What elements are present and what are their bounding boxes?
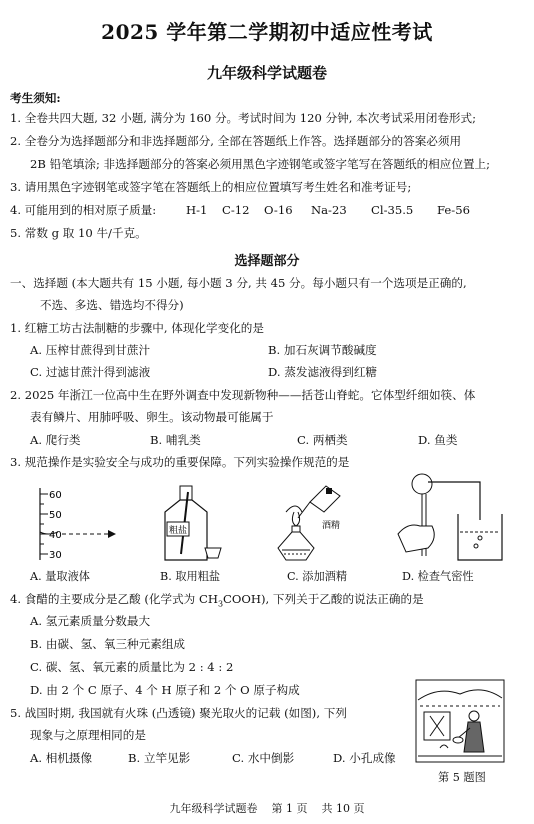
q2-stem: 2. 2025 年浙江一位高中生在野外调查中发现新物种——括苍山脊蛇。它体型纤细如筷、体 [10, 388, 476, 402]
q3-stem: 3. 规范操作是实验安全与成功的重要保障。下列实验操作规范的是 [10, 455, 350, 469]
notice-item-2: 2. 全卷分为选择题部分和非选择题部分, 全部在答题纸上作答。选择题部分的答案必须用 [10, 134, 462, 148]
q5-figure-fire-lens-scene [414, 678, 506, 764]
q3-caption-a: A. 量取液体 [30, 570, 90, 583]
page-footer: 九年级科学试题卷 第 1 页 共 10 页 [169, 802, 365, 815]
cylinder-tick-50: 50 [49, 510, 62, 521]
q5-stem-cont: 现象与之原理相同的是 [30, 728, 146, 742]
q4-stem-subscript: 3 [217, 599, 224, 609]
atomic-mass-na: Na-23 [311, 203, 347, 217]
atomic-mass-cl: Cl-35.5 [371, 203, 414, 217]
exam-title: 2025 学年第二学期初中适应性考试 [101, 20, 433, 44]
q1-option-d: D. 蒸发滤液得到红糖 [268, 365, 378, 379]
notice-item-3: 3. 请用黑色字迹钢笔或签字笔在答题纸上的相应位置填写考生姓名和准考证号; [10, 180, 412, 194]
atomic-mass-fe: Fe-56 [437, 203, 470, 217]
q1-option-a: A. 压榨甘蔗得到甘蔗汁 [30, 343, 151, 357]
atomic-mass-h: H-1 [186, 203, 208, 217]
q2-stem-cont: 表有鳞片、用肺呼吸、卵生。该动物最可能属于 [30, 410, 274, 424]
q4-option-b: B. 由碳、氢、氧三种元素组成 [30, 637, 186, 651]
notice-item-5: 5. 常数 g 取 10 牛/千克。 [10, 226, 147, 240]
q5-figure-caption: 第 5 题图 [438, 771, 486, 784]
q5-option-a: A. 相机摄像 [30, 751, 93, 765]
q5-stem: 5. 战国时期, 我国就有火珠 (凸透镜) 聚光取火的记载 (如图), 下列 [10, 706, 347, 720]
q5-option-d: D. 小孔成像 [333, 751, 396, 765]
q2-option-d: D. 鱼类 [418, 433, 458, 447]
cylinder-tick-30: 30 [49, 550, 62, 561]
paper-subtitle: 九年级科学试题卷 [206, 64, 327, 82]
q3-figure-a-cylinder [28, 480, 120, 564]
q3-figure-c-alcohol-lamp [268, 482, 350, 564]
q4-stem-part1: 4. 食醋的主要成分是乙酸 (化学式为 CH [10, 592, 218, 606]
q3-figure-b-salt-jar [155, 482, 225, 564]
section-instruction: 一、选择题 (本大题共有 15 小题, 每小题 3 分, 共 45 分。每小题只有一个选项是正确的, [10, 276, 467, 290]
q1-option-b: B. 加石灰调节酸碱度 [268, 343, 377, 357]
q5-option-c: C. 水中倒影 [232, 751, 295, 765]
q2-option-c: C. 两栖类 [297, 433, 348, 447]
q1-stem: 1. 红糖工坊古法制糖的步骤中, 体现化学变化的是 [10, 321, 264, 335]
notice-item-1: 1. 全卷共四大题, 32 小题, 满分为 160 分。考试时间为 120 分钟, 本次考试采用闭卷形式; [10, 111, 477, 125]
cylinder-tick-40: 40 [49, 530, 62, 541]
q3-figure-d-airtightness [388, 472, 510, 564]
section-instruction-cont: 不选、多选、错选均不得分) [40, 298, 184, 312]
salt-jar-label: 粗盐 [169, 526, 188, 536]
alcohol-label: 酒精 [322, 521, 341, 531]
q5-option-b: B. 立竿见影 [128, 751, 191, 765]
atomic-mass-c: C-12 [222, 203, 250, 217]
q3-caption-d: D. 检查气密性 [402, 570, 474, 583]
q4-option-d: D. 由 2 个 C 原子、4 个 H 原子和 2 个 O 原子构成 [30, 683, 300, 697]
notice-heading: 考生须知: [10, 91, 61, 105]
q3-caption-b: B. 取用粗盐 [160, 570, 221, 583]
notice-item-4-label: 4. 可能用到的相对原子质量: [10, 203, 157, 217]
q4-option-a: A. 氢元素质量分数最大 [30, 614, 151, 628]
q2-option-a: A. 爬行类 [30, 433, 81, 447]
cylinder-tick-60: 60 [49, 490, 62, 501]
q1-option-c: C. 过滤甘蔗汁得到滤液 [30, 365, 151, 379]
q4-stem [10, 592, 424, 611]
q4-stem-part2: COOH), 下列关于乙酸的说法正确的是 [223, 592, 424, 606]
q2-option-b: B. 哺乳类 [150, 433, 201, 447]
section-title: 选择题部分 [234, 254, 300, 269]
notice-item-2-cont: 2B 铅笔填涂; 非选择题部分的答案必须用黑色字迹钢笔或签字笔写在答题纸的相应位置上; [30, 157, 491, 171]
atomic-mass-o: O-16 [264, 203, 293, 217]
q3-caption-c: C. 添加酒精 [287, 570, 348, 583]
q4-option-c: C. 碳、氢、氧元素的质量比为 2 : 4 : 2 [30, 660, 234, 674]
